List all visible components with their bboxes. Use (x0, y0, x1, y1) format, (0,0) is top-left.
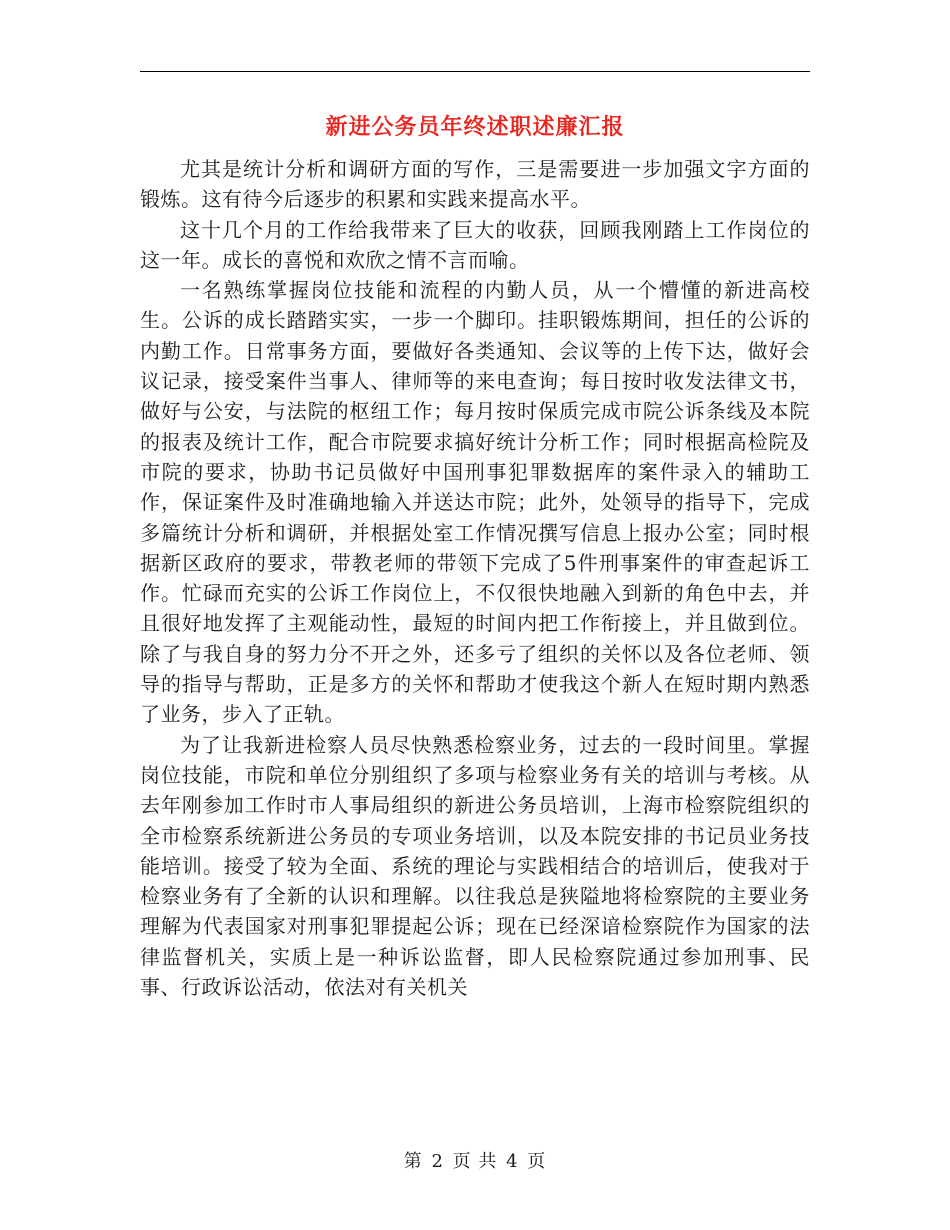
paragraph-2: 这十几个月的工作给我带来了巨大的收获，回顾我刚踏上工作岗位的这一年。成长的喜悦和欢欣之情不言而喻。 (140, 217, 810, 272)
page-footer (0, 1150, 950, 1174)
page-total: 4 (506, 1151, 519, 1172)
paragraph-1: 尤其是统计分析和调研方面的写作，三是需要进一步加强文字方面的锻炼。这有待今后逐步的积累和实践来提高水平。 (140, 157, 810, 212)
footer-middle: 页 共 (452, 1151, 498, 1172)
footer-prefix: 第 (403, 1151, 423, 1172)
header-rule (140, 71, 810, 72)
document-title: 新进公务员年终述职述廉汇报 (325, 114, 625, 140)
page-number: 2 (431, 1151, 444, 1172)
paragraph-4: 为了让我新进检察人员尽快熟悉检察业务，过去的一段时间里。掌握岗位技能，市院和单位分别组织了多项与检察业务有关的培训与考核。从去年刚参加工作时市人事局组织的新进公务员培训，上海市检察院组织的全市检察系统新进公务员的专项业务培训，以及本院安排的书记员业务技能培训。接受了较为全面、系统的理论与实践相结合的培训后，使我对于检察业务有了全新的认识和理解。以往我总是狭隘地将检察院的主要业务理解为代表国家对刑事犯罪提起公诉；现在已经深谙检察院作为国家的法律监督机关，实质上是一种诉讼监督，即人民检察院通过参加刑事、民事、行政诉讼活动，依法对有关机关 (140, 732, 810, 1000)
paragraph-3: 一名熟练掌握岗位技能和流程的内勤人员，从一个懵懂的新进高校生。公诉的成长踏踏实实，一步一个脚印。挂职锻炼期间，担任的公诉的内勤工作。日常事务方面，要做好各类通知、会议等的上传下达，做好会议记录，接受案件当事人、律师等的来电查询；每日按时收发法律文书，做好与公安，与法院的枢纽工作；每月按时保质完成市院公诉条线及本院的报表及统计工作，配合市院要求搞好统计分析工作；同时根据高检院及市院的要求，协助书记员做好中国刑事犯罪数据库的案件录入的辅助工作，保证案件及时准确地输入并送达市院；此外，处领导的指导下，完成多篇统计分析和调研，并根据处室工作情况撰写信息上报办公室；同时根据新区政府的要求，带教老师的带领下完成了5件刑事案件的审查起诉工作。忙碌而充实的公诉工作岗位上，不仅很快地融入到新的角色中去，并且很好地发挥了主观能动性，最短的时间内把工作衔接上，并且做到位。除了与我自身的努力分不开之外，还多亏了组织的关怀以及各位老师、领导的指导与帮助，正是多方的关怀和帮助才使我这个新人在短时期内熟悉了业务，步入了正轨。 (140, 278, 810, 727)
document-body (140, 154, 810, 1002)
footer-suffix: 页 (527, 1151, 547, 1172)
